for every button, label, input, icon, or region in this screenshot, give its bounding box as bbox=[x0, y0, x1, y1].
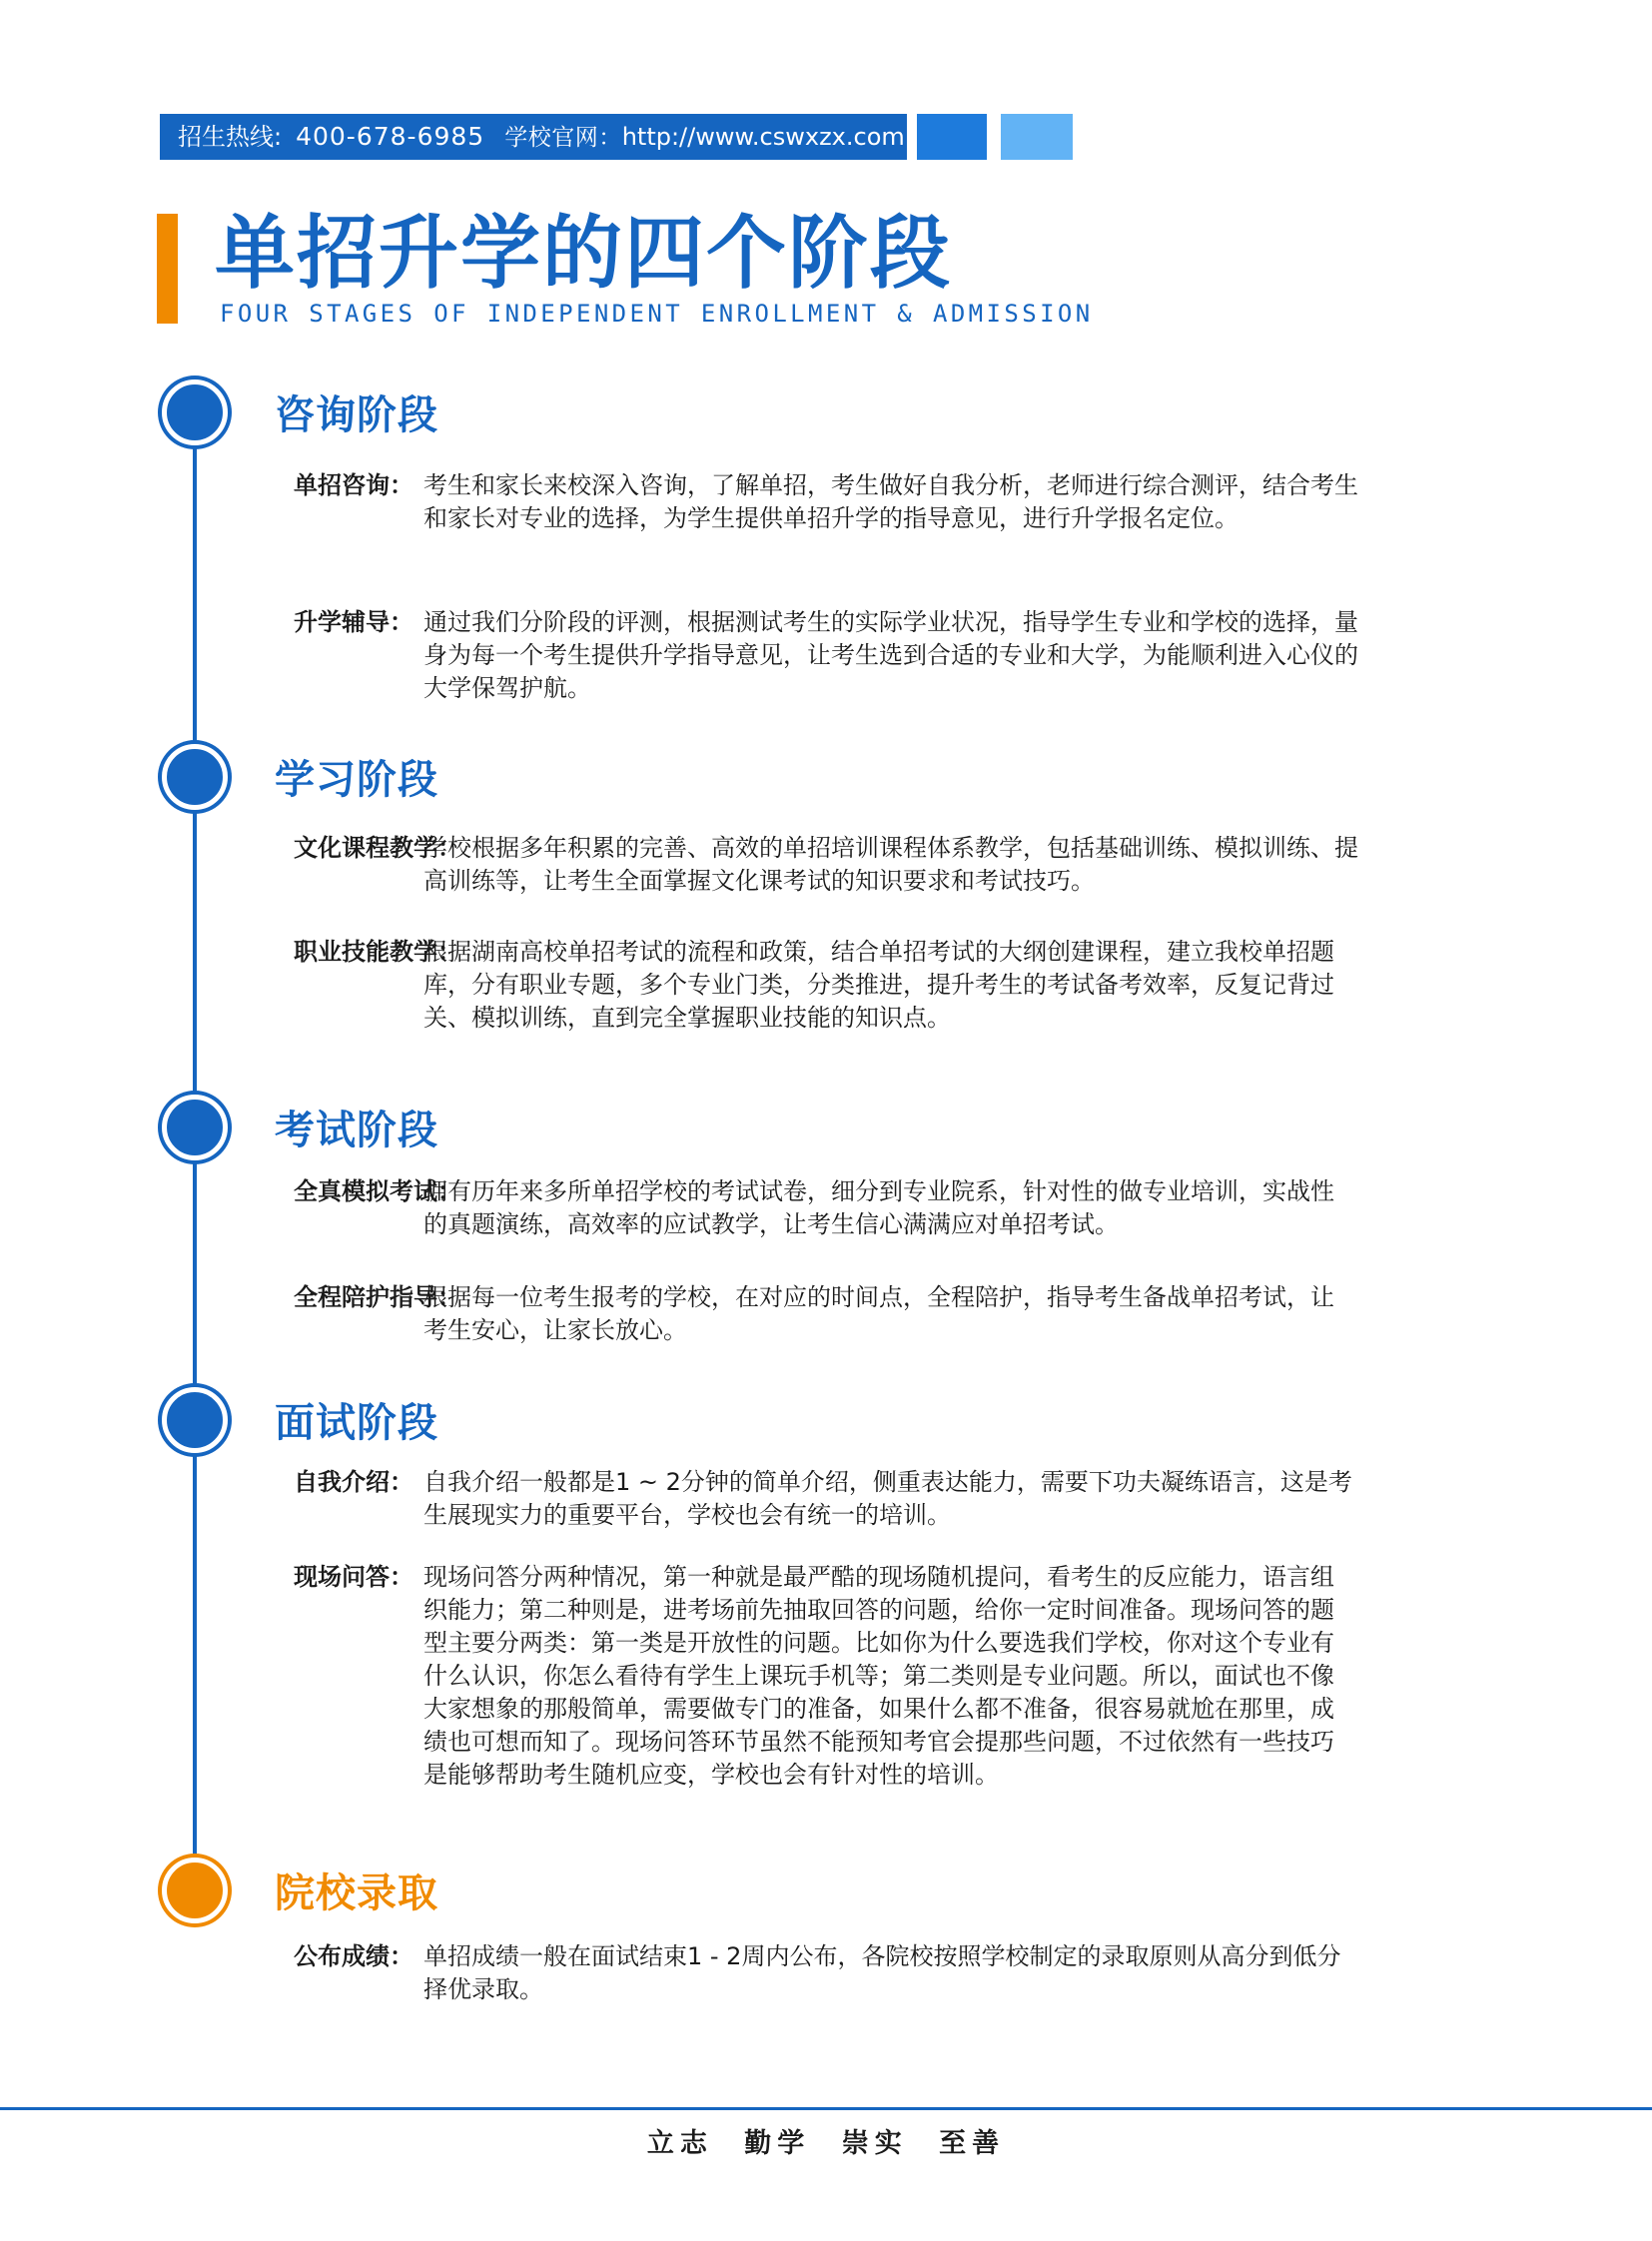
stage-item bbox=[294, 936, 1370, 1035]
stage-item bbox=[294, 1940, 1352, 2006]
motto-word: 崇实 bbox=[841, 2128, 908, 2159]
page-title: 单招升学的四个阶段 bbox=[215, 207, 952, 300]
timeline-node-exam bbox=[162, 1095, 228, 1160]
stage-item bbox=[294, 1561, 1352, 1792]
page-subtitle: FOUR STAGES OF INDEPENDENT ENROLLMENT & ADMISSION bbox=[220, 300, 1094, 328]
item-label: 职业技能教学： bbox=[294, 938, 461, 966]
stage-heading-exam: 考试阶段 bbox=[275, 1108, 438, 1153]
item-text: 根据每一位考生报考的学校，在对应的时间点，全程陪护，指导考生备战单招考试，让考生安心，让家长放心。 bbox=[423, 1283, 1334, 1344]
item-label: 自我介绍： bbox=[294, 1468, 413, 1496]
item-text: 根据湖南高校单招考试的流程和政策，结合单招考试的大纲创建课程，建立我校单招题库，分有职业专题，多个专业门类，分类推进，提升考生的考试备考效率，反复记背过关、模拟训练，直到完全掌握职业技能的知识点。 bbox=[423, 938, 1334, 1032]
item-text: 单招成绩一般在面试结束1 - 2周内公布，各院校按照学校制定的录取原则从高分到低分择优录取。 bbox=[423, 1942, 1341, 2003]
stage-heading-interview: 面试阶段 bbox=[275, 1400, 438, 1446]
stage-item bbox=[294, 1281, 1342, 1347]
footer-motto bbox=[0, 2121, 1652, 2160]
timeline-node-study bbox=[162, 744, 228, 810]
timeline-node-consult bbox=[162, 379, 228, 445]
item-text: 拥有历年来多所单招学校的考试试卷，细分到专业院系，针对性的做专业培训，实战性的真题演练，高效率的应试教学，让考生信心满满应对单招考试。 bbox=[423, 1177, 1334, 1238]
contact-banner bbox=[160, 114, 907, 160]
stage-item bbox=[294, 1175, 1342, 1241]
item-text: 通过我们分阶段的评测，根据测试考生的实际学业状况，指导学生专业和学校的选择，量身为每一个考生提供升学指导意见，让考生选到合适的专业和大学，为能顺利进入心仪的大学保驾护航。 bbox=[423, 608, 1358, 702]
stage-heading-admission: 院校录取 bbox=[275, 1870, 438, 1916]
stage-heading-study: 学习阶段 bbox=[275, 757, 438, 803]
website-url[interactable]: http://www.cswxzx.com bbox=[621, 123, 905, 151]
hotline-number: 400-678-6985 bbox=[296, 122, 485, 151]
decor-square-light-blue bbox=[1001, 114, 1073, 160]
title-accent-bar bbox=[157, 214, 178, 324]
item-label: 文化课程教学： bbox=[294, 834, 461, 862]
stage-item bbox=[294, 1466, 1352, 1532]
stage-item bbox=[294, 606, 1370, 705]
stage-item bbox=[294, 469, 1370, 535]
item-label: 公布成绩： bbox=[294, 1942, 413, 1970]
hotline-label: 招生热线: bbox=[178, 123, 283, 151]
timeline-node-admission bbox=[162, 1858, 228, 1923]
stage-item bbox=[294, 832, 1370, 898]
item-label: 全程陪护指导： bbox=[294, 1283, 461, 1311]
item-label: 全真模拟考试： bbox=[294, 1177, 461, 1205]
item-label: 升学辅导： bbox=[294, 608, 413, 636]
item-text: 自我介绍一般都是1 ~ 2分钟的简单介绍，侧重表达能力，需要下功夫凝练语言，这是考生展现实力的重要平台，学校也会有统一的培训。 bbox=[423, 1468, 1352, 1529]
decor-square-blue bbox=[917, 114, 987, 160]
item-text: 考生和家长来校深入咨询，了解单招，考生做好自我分析，老师进行综合测评，结合考生和家长对专业的选择，为学生提供单招升学的指导意见，进行升学报名定位。 bbox=[423, 471, 1358, 532]
footer-divider bbox=[0, 2107, 1652, 2110]
website-label: 学校官网： bbox=[504, 125, 622, 151]
stage-heading-consult: 咨询阶段 bbox=[275, 392, 438, 438]
timeline-node-interview bbox=[162, 1387, 228, 1453]
item-text: 现场问答分两种情况，第一种就是最严酷的现场随机提问，看考生的反应能力，语言组织能力；第二种则是，进考场前先抽取回答的问题，给你一定时间准备。现场问答的题型主要分两类：第一类是开放性的问题。比如你为什么要选我们学校，你对这个专业有什么认识，你怎么看待有学生上课玩手机等；第二类则是专业问题。所以，面试也不像大家想象的那般简单，需要做专门的准备，如果什么都不准备，很容易就尬在那里，成绩也可想而知了。现场问答环节虽然不能预知考官会提那些问题，不过依然有一些技巧是能够帮助考生随机应变，学校也会有针对性的培训。 bbox=[423, 1563, 1334, 1789]
motto-word: 立志 bbox=[646, 2128, 713, 2159]
item-label: 单招咨询： bbox=[294, 471, 413, 499]
motto-word: 至善 bbox=[939, 2128, 1006, 2159]
item-label: 现场问答： bbox=[294, 1563, 413, 1591]
item-text: 学校根据多年积累的完善、高效的单招培训课程体系教学，包括基础训练、模拟训练、提高训练等，让考生全面掌握文化课考试的知识要求和考试技巧。 bbox=[423, 834, 1358, 895]
motto-word: 勤学 bbox=[744, 2128, 811, 2159]
